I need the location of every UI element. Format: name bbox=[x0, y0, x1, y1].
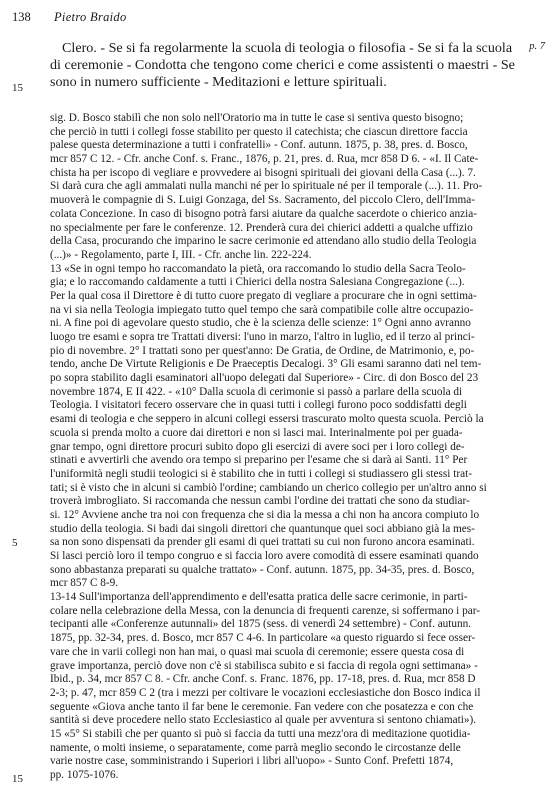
note-line: tendo, anche De Virtute Religionis e De Praeceptis Decalogi. 3° Gli esami saranno dati nel tem- bbox=[50, 358, 482, 371]
note-line: 2-3; p. 47, mcr 859 C 2 (tra i mezzi per coltivare le vocazioni ecclesiastiche don Bosco indica il bbox=[50, 686, 481, 699]
note-line: chista ha per iscopo di vegliare e provvedere ai bisogni spirituali dei giovani della Casa (...). 7. bbox=[50, 166, 476, 179]
note-line: 1875, pp. 32-34, pres. d. Bosco, mcr 857 C 4-6. In particolare «a questo riguardo si fece osser- bbox=[50, 632, 476, 645]
note-line: pio di novembre. 2° I trattati sono per quest'anno: De Gratia, de Ordine, de Matrimonio, e, po- bbox=[50, 344, 475, 357]
note-line: (...)» - Regolamento, parte I, III. - Cfr. anche lin. 222-224. bbox=[50, 248, 312, 261]
line-number: 15 bbox=[12, 82, 23, 94]
note-line: Si lasci perciò loro il tempo congruo e si faccia loro avere comodità di essere esaminati quando bbox=[50, 550, 479, 562]
note-line: esami di teologia e che seppero in alcuni collegi essersi trascurato molto questa scuola. Perciò la bbox=[50, 413, 484, 426]
margin-page-reference: p. 7 bbox=[529, 41, 545, 52]
note-line: seguente «Giova anche tanto il far bene le ceremonie. Fan vedere con che posatezza e con che bbox=[50, 700, 474, 713]
note-line: gia; e lo raccomando caldamente a tutti i Chierici della nostra Salesiana Congregazione (...). bbox=[50, 276, 465, 289]
footnotes bbox=[50, 112, 520, 783]
note-line: na vi sia nella Teologia impiegato tutto quel tempo che sarà compatibile colle altre occupazio- bbox=[50, 303, 474, 316]
note-line: gnar tempo, ogni direttore procuri subito dopo gli esercizi di avere soci per i loro collegi de- bbox=[50, 440, 465, 453]
note-line: pp. 1075-1076. bbox=[50, 769, 119, 781]
note-line: sono abbastanza preparati su qualche trattato» - Conf. autunn. 1875, pp. 34-35, pres. d. Bosco, bbox=[50, 563, 475, 576]
note-line: palese questa determinazione a tutti i confratelli» - Conf. autunn. 1875, p. 38, pres. d. Bosco, bbox=[50, 139, 468, 152]
note-line: no specialmente per fare le conferenze. 12. Prenderà cura dei chierici addetti a qualche uffizio bbox=[50, 221, 473, 234]
page-number: 138 bbox=[12, 10, 31, 24]
note-line: stinati e avvertirli che avendo ora tempo si preparino per l'esame che si darà ai Santi. 11° Per bbox=[50, 454, 468, 467]
note-line: scuola si prenda molto a cuore dai direttori e non si lasci mai. Interinalmente poi per guada- bbox=[50, 426, 463, 439]
note-line: tecipanti alle «Conferenze autunnali» del 1875 (sess. di venerdì 24 settembre) - Conf. autunn. bbox=[50, 618, 472, 631]
note-line: santità si deve procedere nello stato Ecclesiastico al quale per avventura si sentono chiamati»). bbox=[50, 714, 477, 727]
main-text bbox=[50, 40, 515, 92]
main-line: di ceremonie - Condotta che tengono come cherici e come assistenti o maestri - Se bbox=[50, 57, 515, 74]
note-line: 13 «Se in ogni tempo ho raccomandato la pietà, ora raccomando lo studio della Sacra Teolo- bbox=[50, 262, 466, 275]
note-line: Per la qual cosa il Direttore è di tutto cuore pregato di vegliare a procurare che in ogni settima- bbox=[50, 289, 477, 302]
note-line: sa non sono dispensati da prender gli esami di quei trattati su cui non furono ancora esaminati. bbox=[50, 536, 475, 549]
note-line: che perciò in tutti i collegi fosse stabilito per questo il catechista; che ciascun direttore faccia bbox=[50, 125, 468, 138]
note-line: sig. D. Bosco stabilì che non solo nell'Oratorio ma in tutte le case si sentiva questo bisogno; bbox=[50, 112, 464, 124]
note-line: si. 12° Avviene anche tra noi con frequenza che si dia la messa a chi non ha ancora compiuto lo bbox=[50, 508, 480, 521]
line-number: 15 bbox=[12, 773, 23, 785]
note-line: l'uniformità negli studii teologici si è stabilito che in tutti i collegi si studiassero gli stessi trat- bbox=[50, 467, 472, 480]
note-line: 13-14 Sull'importanza dell'apprendimento e dell'esatta pratica delle sacre cerimonie, in parti- bbox=[50, 591, 468, 604]
note-line: po sopra stabilito dagli esaminatori all'uopo delegati dal Superiore» - Circ. di don Bosco del 23 bbox=[50, 372, 479, 385]
note-line: colare nella celebrazione della Messa, con la denuncia di frequenti carenze, si soffermano i par- bbox=[50, 604, 480, 617]
note-line: mcr 857 C 8-9. bbox=[50, 577, 119, 590]
note-line: colata Concezione. In caso di bisogno potrà farsi aiutare da qualche sacerdote o chierico anzia- bbox=[50, 207, 477, 220]
note-line: Ibid., p. 34, mcr 857 C 8. - Cfr. anche Conf. s. Franc. 1876, pp. 17-18, pres. d. Rua, mcr 858 D bbox=[50, 673, 476, 686]
main-line: sono in numero sufficiente - Meditazioni e letture spirituali. bbox=[50, 74, 387, 91]
note-line: studio della teologia. Si badi dai singoli direttori che quantunque quei soci abbiano già la mes- bbox=[50, 522, 475, 535]
note-line: namente, o molti insieme, o separatamente, come parrà meglio secondo le circostanze delle bbox=[50, 741, 461, 754]
note-line: Si darà cura che agli ammalati nulla manchi né per lo spirituale né per il temporale (...). 11. Pro- bbox=[50, 180, 483, 193]
note-line: Teologia. I visitatori fecero osservare che in quasi tutti i collegi furono poco soddisfatti degli bbox=[50, 399, 467, 412]
note-line: luogo tre esami e sopra tre Trattati diversi: l'uno in marzo, l'altro in luglio, ed il terzo al princi- bbox=[50, 331, 475, 343]
note-line: troverà imbrogliato. Si raccomanda che nessun cambi l'ordine dei trattati che sono da studiar- bbox=[50, 495, 470, 508]
note-line: grave importanza, perciò dove non c'è si stabilisca subito e si faccia di regola ogni settimana» - bbox=[50, 659, 478, 672]
running-author: Pietro Braido bbox=[54, 10, 127, 24]
note-line: 15 «5° Si stabilì che per quanto si può si faccia da tutti una mezz'ora di meditazione quotidia- bbox=[50, 727, 471, 740]
note-line: vare che in varii collegi non han mai, o quasi mai scuola di ceremonie; essere questa cosa di bbox=[50, 645, 465, 658]
line-number: 5 bbox=[12, 537, 18, 549]
running-header bbox=[12, 10, 539, 30]
note-line: mcr 857 C 12. - Cfr. anche Conf. s. Franc., 1876, p. 21, pres. d. Rua, mcr 858 D 6. - «I. Il Cate- bbox=[50, 153, 479, 166]
note-line: ni. A fine poi di agevolare questo studio, che è la scienza delle scienze: 1° Ogni anno avranno bbox=[50, 317, 471, 330]
note-line: novembre 1874, E II 422. - «10° Dalla scuola di cerimonie si passò a parlare della scuola di bbox=[50, 385, 463, 398]
note-line: muoverà le compagnie di S. Luigi Gonzaga, del Ss. Sacramento, del piccolo Clero, dell'Imma- bbox=[50, 194, 476, 207]
note-line: della Casa, procurando che imparino le sacre cerimonie ed attendano allo studio della Teologia bbox=[50, 235, 477, 248]
note-line: tati; si è visto che in alcuni si cambiò l'ordine; cambiando un cherico collegio per un'altro anno si bbox=[50, 481, 487, 494]
note-line: varie nostre case, somministrando i Superiori i libri all'uopo» - Sunto Conf. Prefetti 1874, bbox=[50, 755, 454, 768]
main-line: Clero. - Se si fa regolarmente la scuola di teologia o filosofia - Se si fa la scuola bbox=[62, 40, 513, 56]
